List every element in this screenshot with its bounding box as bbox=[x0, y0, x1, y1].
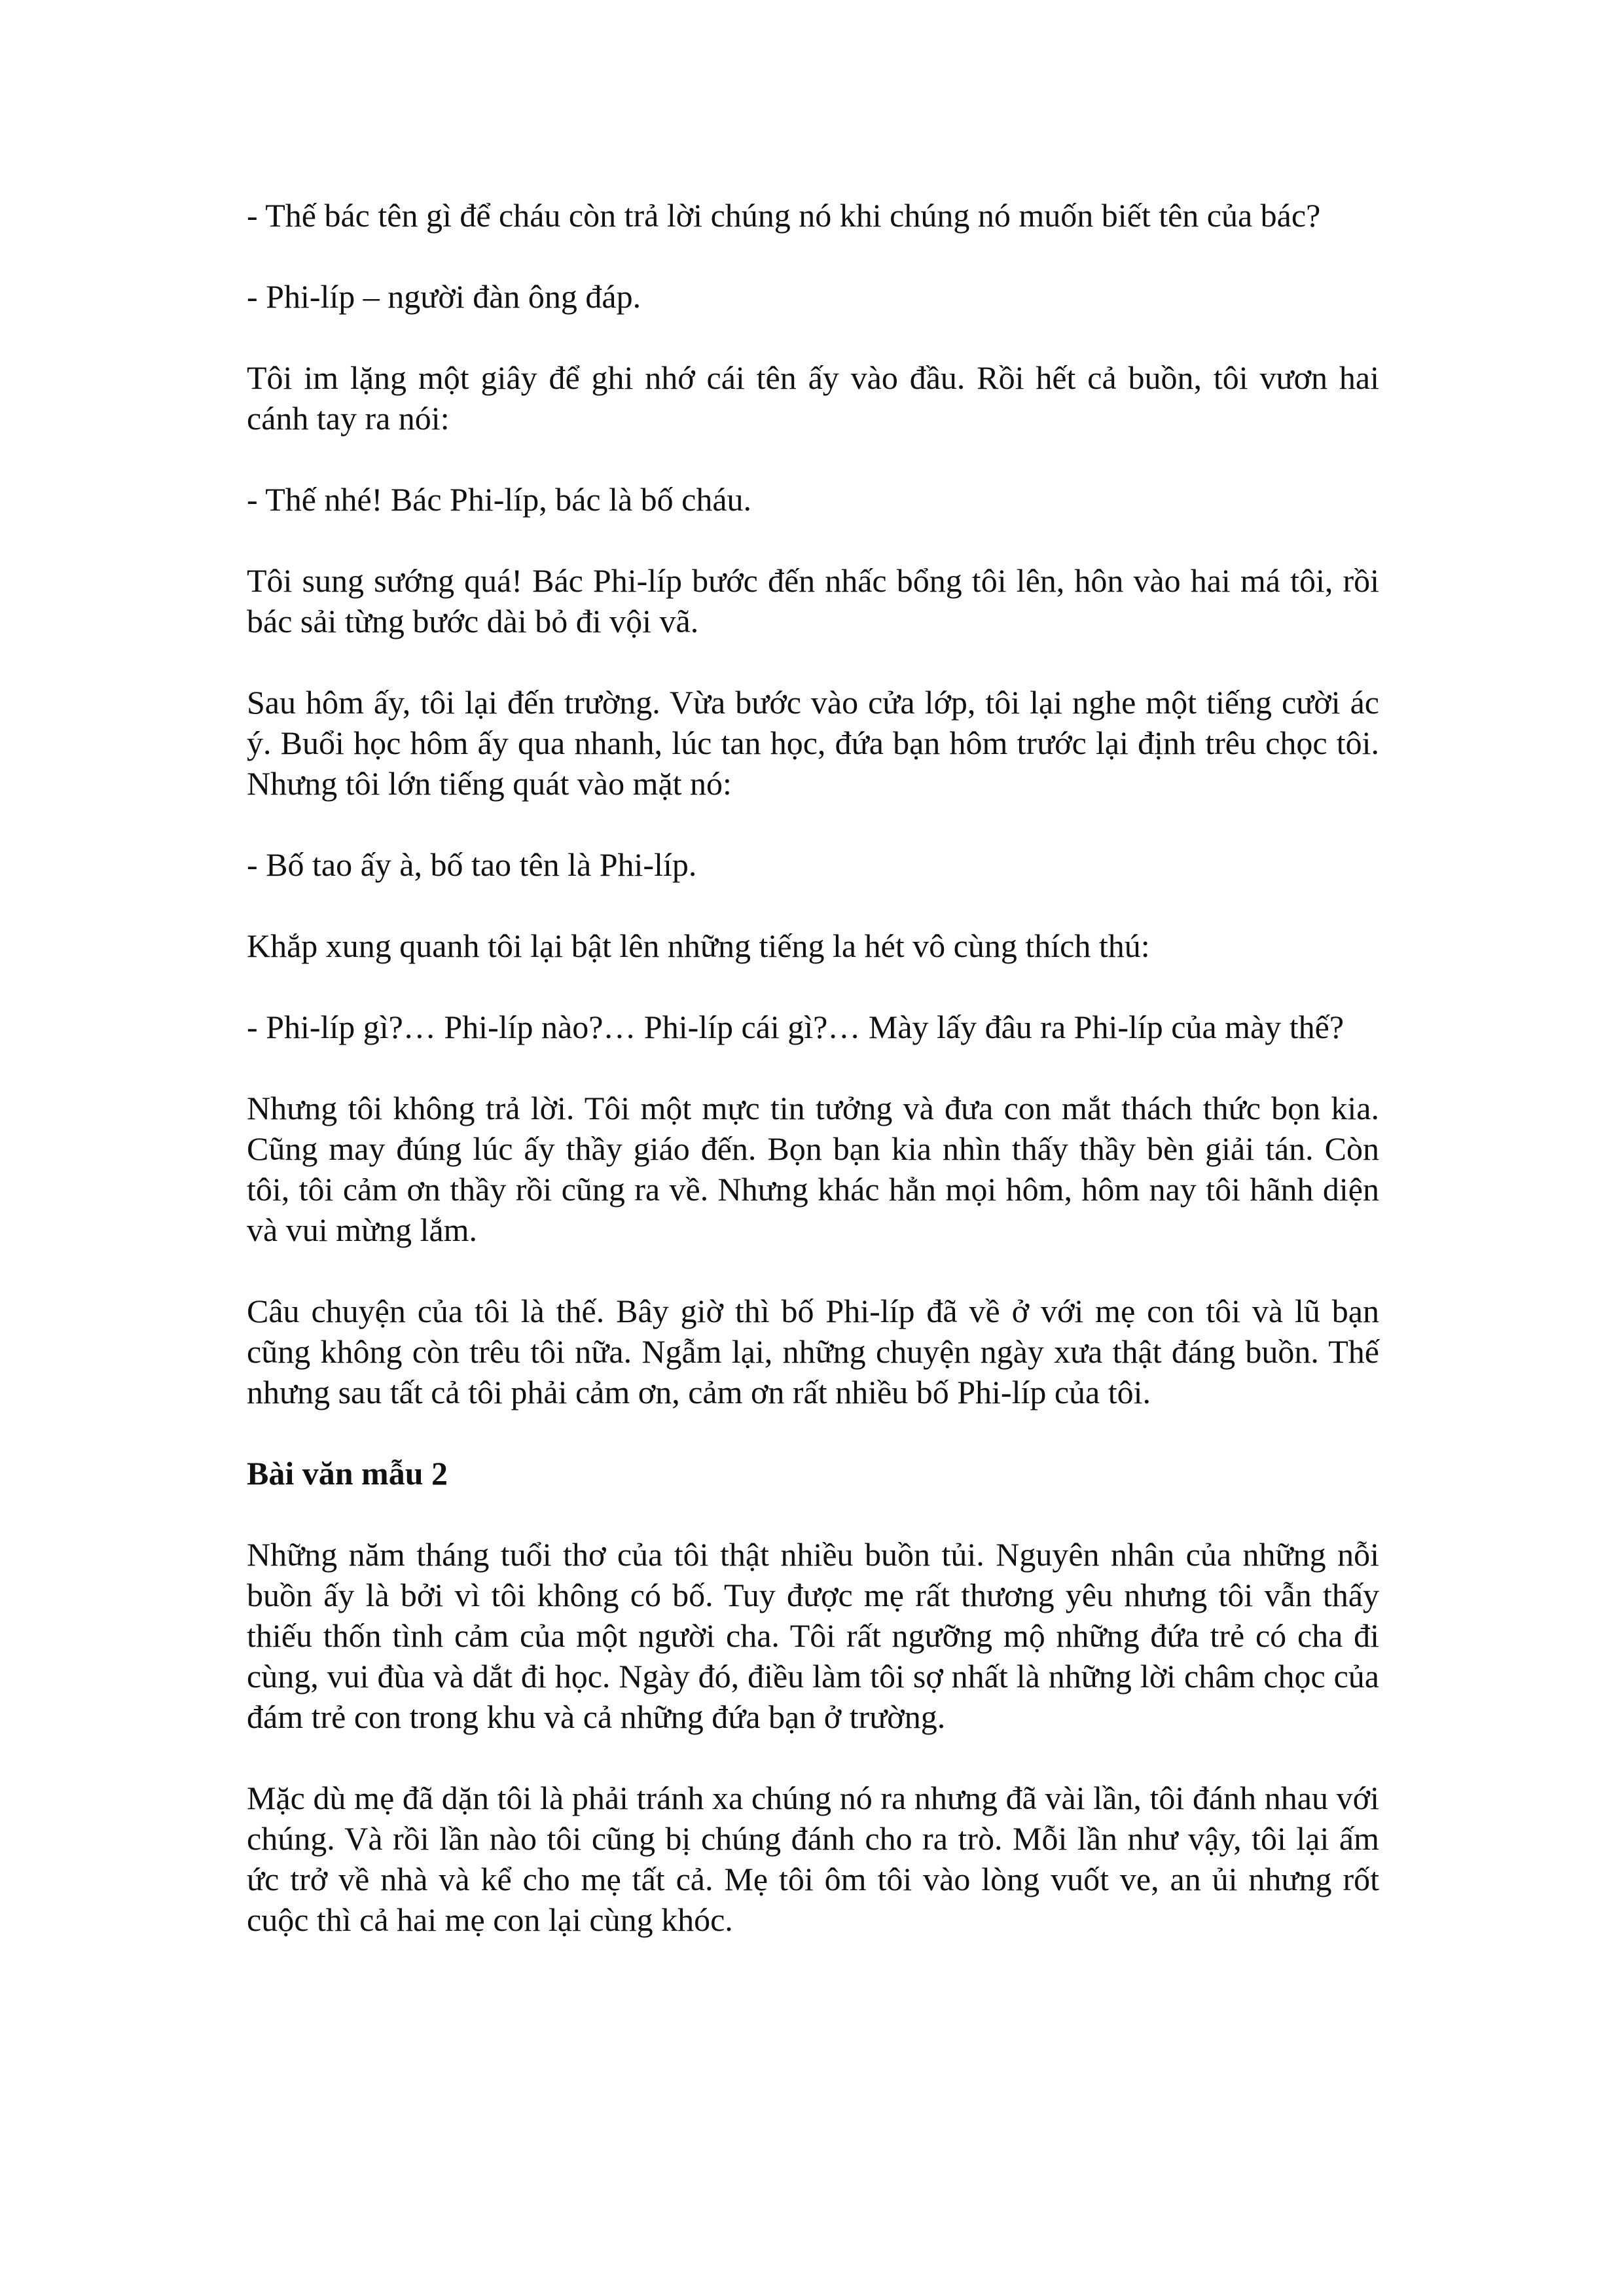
paragraph: Tôi sung sướng quá! Bác Phi-líp bước đến nhấc bổng tôi lên, hôn vào hai má tôi, rồi bác sải từng bước dài bỏ đi vội vã. bbox=[247, 562, 1379, 639]
paragraph: - Bố tao ấy à, bố tao tên là Phi-líp. bbox=[247, 846, 697, 883]
paragraph: Khắp xung quanh tôi lại bật lên những tiếng la hét vô cùng thích thú: bbox=[247, 927, 1150, 964]
paragraph: Những năm tháng tuổi thơ của tôi thật nhiều buồn tủi. Nguyên nhân của những nỗi buồn ấy là bởi vì tôi không có bố. Tuy được mẹ rất thương yêu nhưng tôi vẫn thấy thiếu thốn tình cảm của một người cha. Tôi rất ngưỡng mộ những đứa trẻ có cha đi cùng, vui đùa và dắt đi học. Ngày đó, điều làm tôi sợ nhất là những lời châm chọc của đám trẻ con trong khu và cả những đứa bạn ở trường. bbox=[247, 1536, 1379, 1735]
paragraph: - Phi-líp gì?… Phi-líp nào?… Phi-líp cái gì?… Mày lấy đâu ra Phi-líp của mày thế? bbox=[247, 1009, 1344, 1045]
paragraph: - Phi-líp – người đàn ông đáp. bbox=[247, 278, 641, 315]
document-page bbox=[247, 195, 1379, 1981]
paragraph: Mặc dù mẹ đã dặn tôi là phải tránh xa chúng nó ra nhưng đã vài lần, tôi đánh nhau với chúng. Và rồi lần nào tôi cũng bị chúng đánh cho ra trò. Mỗi lần như vậy, tôi lại ấm ức trở về nhà và kể cho mẹ tất cả. Mẹ tôi ôm tôi vào lòng vuốt ve, an ủi nhưng rốt cuộc thì cả hai mẹ con lại cùng khóc. bbox=[247, 1780, 1379, 1938]
paragraph: - Thế bác tên gì để cháu còn trả lời chúng nó khi chúng nó muốn biết tên của bác? bbox=[247, 197, 1321, 234]
section-heading: Bài văn mẫu 2 bbox=[247, 1455, 448, 1492]
paragraph: Sau hôm ấy, tôi lại đến trường. Vừa bước vào cửa lớp, tôi lại nghe một tiếng cười ác ý. Buổi học hôm ấy qua nhanh, lúc tan học, đứa bạn hôm trước lại định trêu chọc tôi. Nhưng tôi lớn tiếng quát vào mặt nó: bbox=[247, 684, 1379, 802]
paragraph: Câu chuyện của tôi là thế. Bây giờ thì bố Phi-líp đã về ở với mẹ con tôi và lũ bạn cũng không còn trêu tôi nữa. Ngẫm lại, những chuyện ngày xưa thật đáng buồn. Thế nhưng sau tất cả tôi phải cảm ơn, cảm ơn rất nhiều bố Phi-líp của tôi. bbox=[247, 1293, 1379, 1410]
paragraph: Tôi im lặng một giây để ghi nhớ cái tên ấy vào đầu. Rồi hết cả buồn, tôi vươn hai cánh tay ra nói: bbox=[247, 359, 1379, 437]
paragraph: - Thế nhé! Bác Phi-líp, bác là bố cháu. bbox=[247, 481, 752, 518]
paragraph: Nhưng tôi không trả lời. Tôi một mực tin tưởng và đưa con mắt thách thức bọn kia. Cũng may đúng lúc ấy thầy giáo đến. Bọn bạn kia nhìn thấy thầy bèn giải tán. Còn tôi, tôi cảm ơn thầy rồi cũng ra về. Nhưng khác hẳn mọi hôm, hôm nay tôi hãnh diện và vui mừng lắm. bbox=[247, 1090, 1379, 1248]
